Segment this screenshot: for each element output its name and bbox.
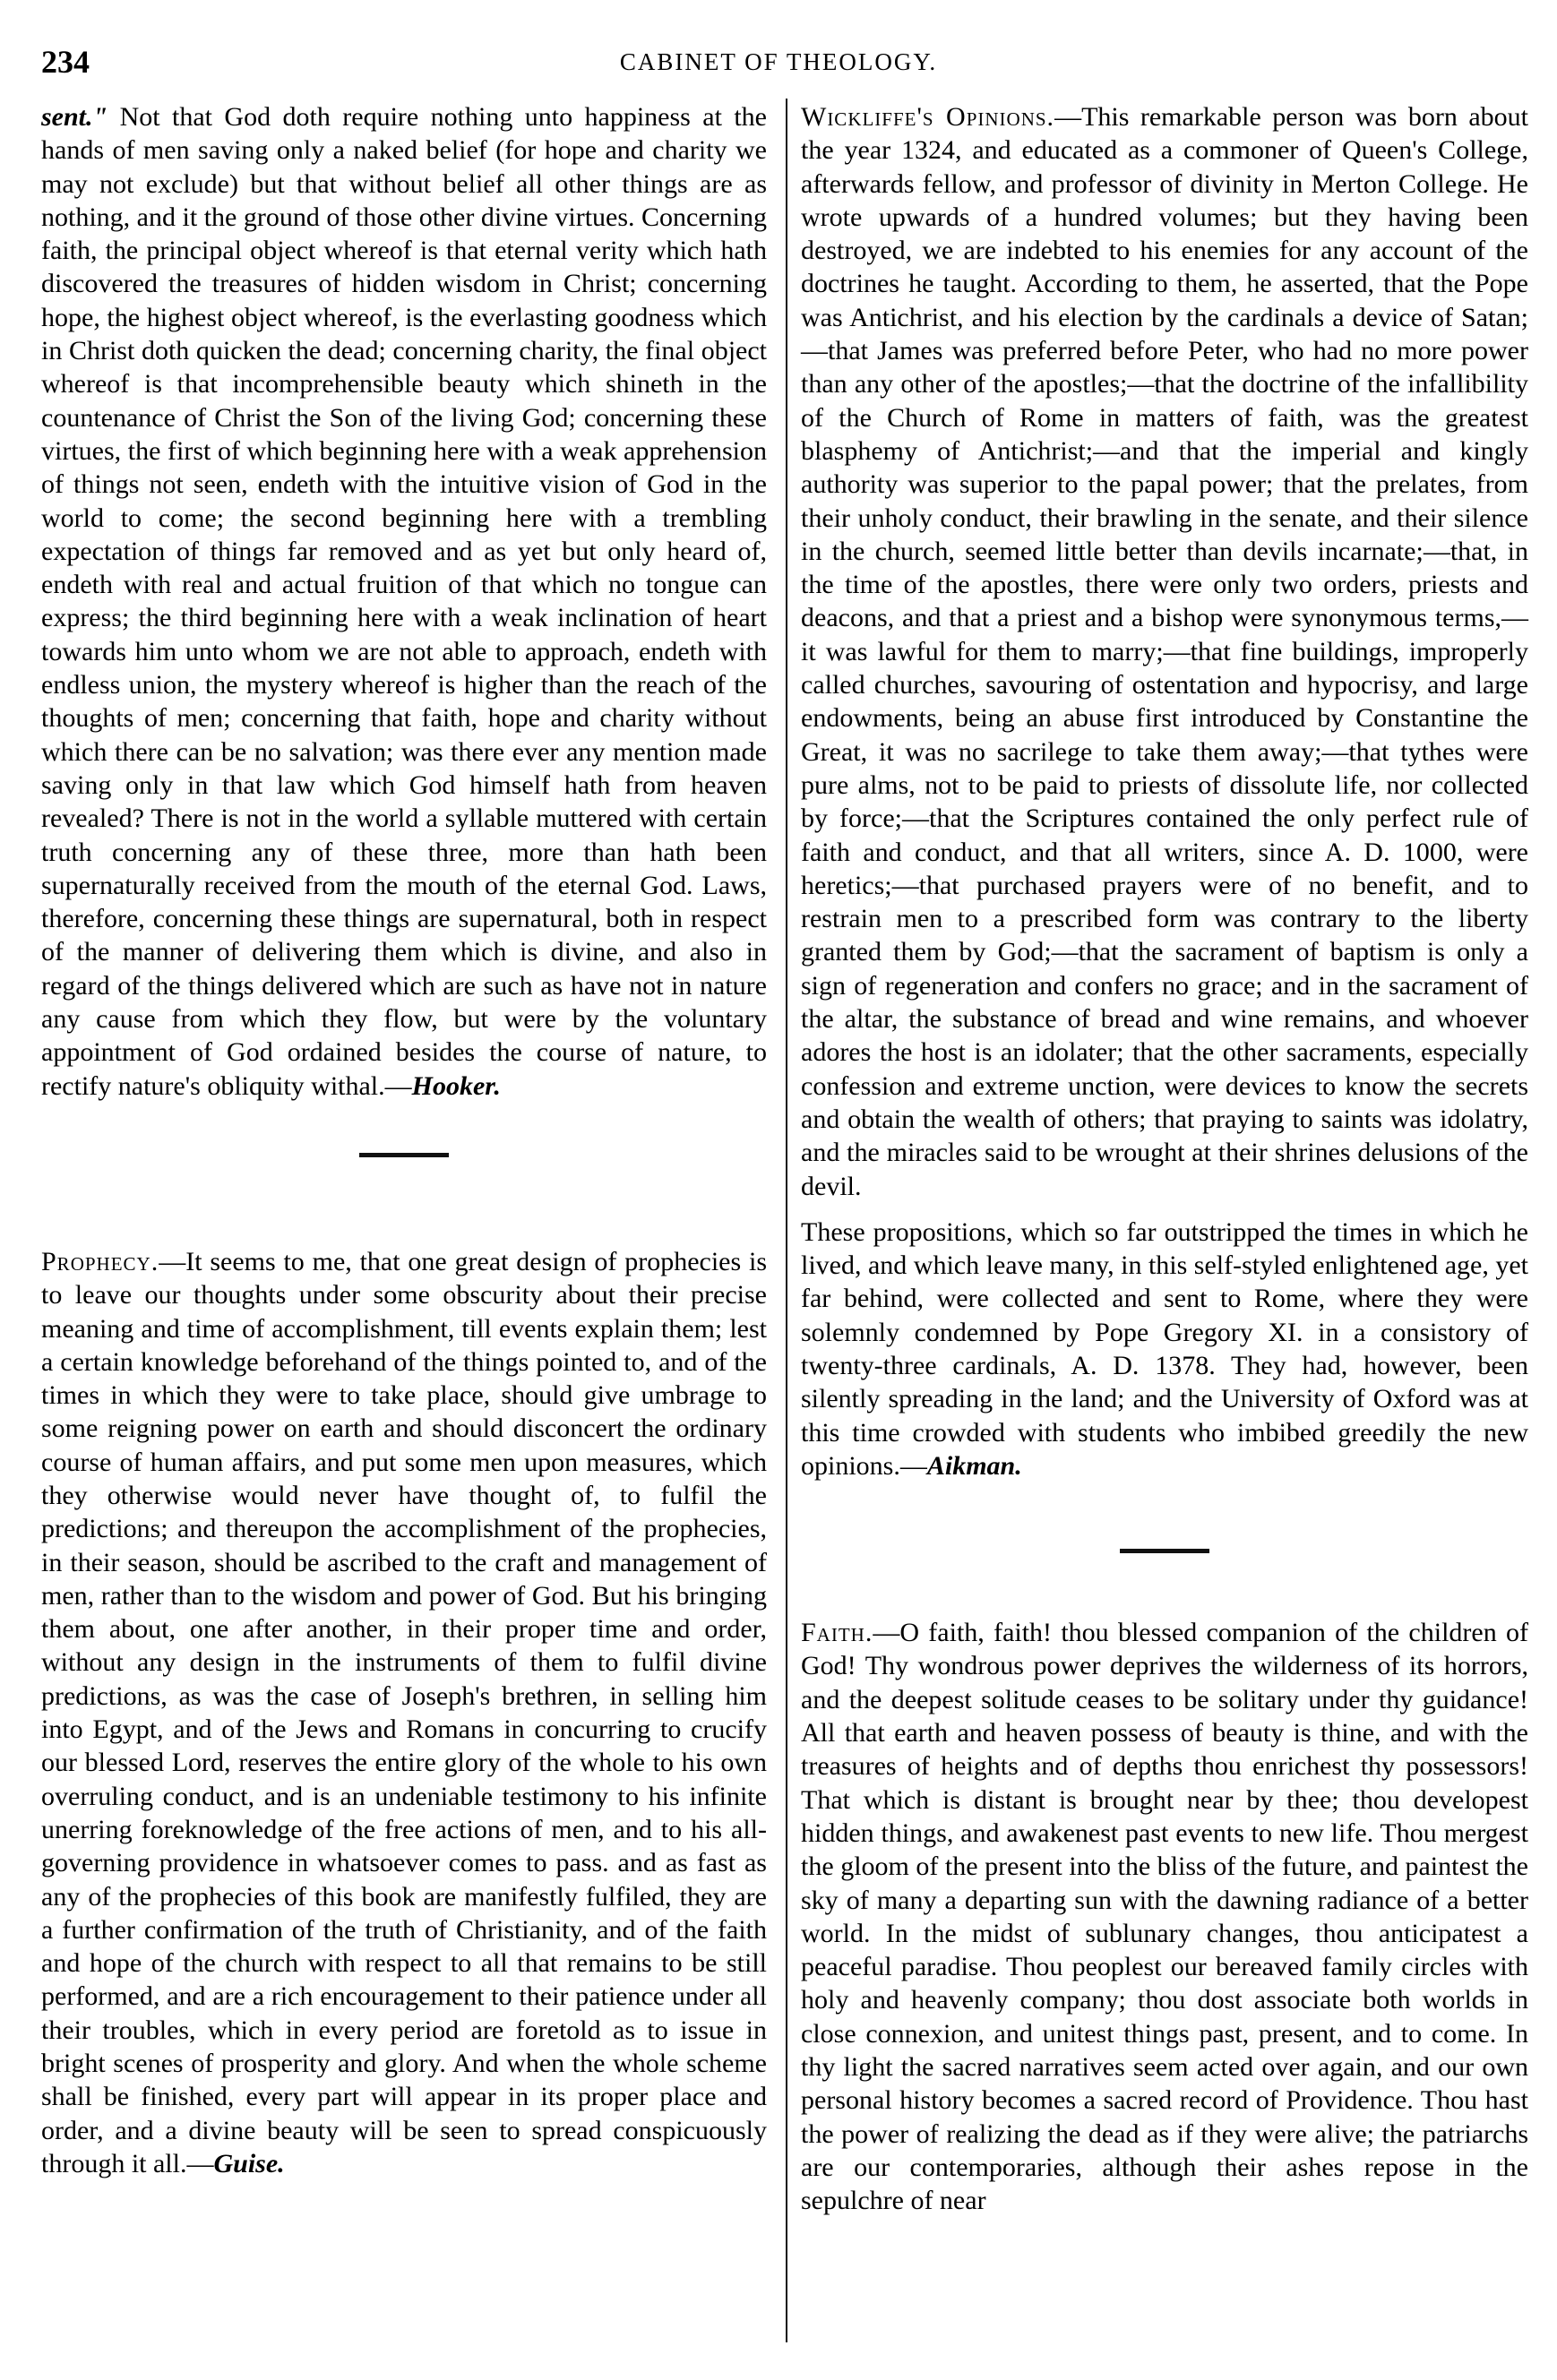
page-header (30, 43, 1527, 79)
running-title: CABINET OF THEOLOGY. (619, 48, 938, 75)
left-column (41, 100, 767, 2180)
page-number: 234 (41, 44, 90, 80)
article-lead: Prophecy. (41, 1246, 159, 1276)
column-divider (786, 99, 787, 2342)
article-author: Hooker. (411, 1070, 501, 1101)
article-body: —It seems to me, that one great design of prophecies is to leave our thoughts under some obscurity about their precise meaning and time of accomplishment, till events explain them; lest a certain knowledge beforehand of the things pointed to, and of the times in which they were to take place, should give umbrage to some reigning power on earth and should disconcert the ordinary course of human affairs, and put some men upon measures, which they otherwise would never have thought of, to fulfil the predictions; and thereupon the accomplishment of the prophecies, in their season, should be ascribed to the craft and management of men, rather than to the wisdom and power of God. But his bringing them about, one after another, in their proper time and order, without any design in the instruments of them to fulfil divine predictions, as was the case of Joseph's brethren, in selling him into Egypt, and of the Jews and Romans in concurring to crucify our blessed Lord, reserves the entire glory of the whole to his own overruling conduct, and is an undeniable testimony to his infinite unerring foreknowledge of the free actions of men, and to his all-governing providence in whatsoever comes to pass. and as fast as any of the prophecies of this book are manifestly fulfiled, they are a further confirmation of the truth of Christianity, and of the faith and hope of the church with respect to all that remains to be still performed, and are a rich encouragement to their patience under all their troubles, which in every period are foretold as to issue in bright scenes of prosperity and glory. And when the whole scheme shall be finished, every part will appear in its proper place and order, and a divine beauty will be seen to spread conspicuously through it all.— (41, 1246, 767, 2178)
article-author: Aikman. (926, 1450, 1022, 1481)
article-lead: sent." (41, 102, 108, 132)
paragraph-gap (801, 1203, 1528, 1216)
right-column (801, 100, 1528, 2218)
section-separator (359, 1153, 449, 1157)
article-body: —This remarkable person was born about the year 1324, and educated as a commoner of Queen's College, afterwards fellow, and professor of divinity in Merton College. He wrote upwards of a hundred volumes; but they having been destroyed, we are indebted to his enemies for any account of the doctrines he taught. According to them, he asserted, that the Pope was Antichrist, and his election by the cardinals a device of Satan;—that James was preferred before Peter, who had no more power than any other of the apostles;—that the doctrine of the infallibility of the Church of Rome in matters of faith, was the greatest blasphemy of Antichrist;—and that the imperial and kingly authority was superior to the papal power; that the prelates, from their unholy conduct, their brawling in the senate, and their silence in the church, seemed little better than devils incarnate;—that, in the time of the apostles, there were only two orders, priests and deacons, and that a priest and a bishop were synonymous terms,—it was lawful for them to marry;—that fine buildings, improperly called churches, savouring of ostentation and hypocrisy, and large endowments, being an abuse first introduced by Constantine the Great, it was no sacrilege to take them away;—that tythes were pure alms, not to be paid to priests of dissolute life, nor collected by force;—that the Scriptures contained the only perfect rule of faith and conduct, and that all writers, since A. D. 1000, were heretics;—that purchased prayers were of no benefit, and to restrain men to a prescribed form was contrary to the liberty granted them by God;—that the sacrament of baptism is only a sign of regeneration and confers no grace; and in the sacrament of the altar, the substance of bread and wine remains, and whoever adores the host is an idolater; that the other sacraments, especially confession and extreme unction, were devices to know the secrets and obtain the wealth of others; that praying to saints was idolatry, and the miracles said to be wrought at their shrines delusions of the devil. (801, 102, 1528, 1201)
article-author: Guise. (213, 2148, 285, 2178)
article-hooker (41, 100, 767, 1103)
article-prophecy (41, 1245, 767, 2180)
section-separator (1120, 1549, 1209, 1553)
article-body: —O faith, faith! thou blessed companion of the children of God! Thy wondrous power deprives the wilderness of its horrors, and the deepest solitude ceases to be solitary under thy guidance! All that earth and heaven possess of beauty is thine, and with the treasures of heights and of depths thou enrichest thy possessors! That which is distant is brought near by thee; thou developest hidden things, and awakenest past events to new life. Thou mergest the gloom of the present into the bliss of the future, and paintest the sky of many a departing sun with the dawning radiance of a better world. In the midst of sublunary changes, thou anticipatest a peaceful paradise. Thou peoplest our bereaved family circles with holy and heavenly company; thou dost associate both worlds in close connexion, and unitest things past, present, and to come. In thy light the sacred narratives seem acted over again, and our own personal history becomes a sacred record of Providence. Thou hast the power of realizing the dead as if they were alive; the patriarchs are our contemporaries, although their ashes repose in the sepulchre of near (801, 1618, 1528, 2216)
article-body: These propositions, which so far outstripped the times in which he lived, and which leave many, in this self-styled enlightened age, yet far behind, were collected and sent to Rome, where they were solemnly condemned by Pope Gregory XI. in a consistory of twenty-three cardinals, A. D. 1378. They had, however, been silently spreading in the land; and the University of Oxford was at this time crowded with students who imbibed greedily the new opinions.— (801, 1216, 1528, 1481)
article-faith (801, 1616, 1528, 2217)
article-body: Not that God doth require nothing unto happiness at the hands of men saving only a naked belief (for hope and charity we may not exclude) but that without belief all other things are as nothing, and it the ground of those other divine virtues. Concerning faith, the principal object whereof is that eternal verity which hath discovered the treasures of hidden wisdom in Christ; concerning hope, the highest object whereof, is the everlasting goodness which in Christ doth quicken the dead; concerning charity, the final object whereof is that incomprehensible beauty which shineth in the countenance of Christ the Son of the living God; concerning these virtues, the first of which beginning here with a weak apprehension of things not seen, endeth with the intuitive vision of God in the world to come; the second beginning here with a trembling expectation of things far removed and as yet but only heard of, endeth with real and actual fruition of that which no tongue can express; the third beginning here with a weak inclination of heart towards him unto whom we are not able to approach, endeth with endless union, the mystery whereof is higher than the reach of the thoughts of men; concerning that faith, hope and charity without which there can be no salvation; was there ever any mention made saving only in that law which God himself hath from heaven revealed? There is not in the world a syllable muttered with certain truth concerning any of these three, more than hath been supernaturally received from the mouth of the eternal God. Laws, therefore, concerning these things are supernatural, both in respect of the manner of delivering them which is divine, and also in regard of the things delivered which are such as have not in nature any cause from which they flow, but were by the voluntary appointment of God ordained besides the course of nature, to rectify nature's obliquity withal.— (41, 102, 767, 1101)
article-lead: Faith. (801, 1618, 873, 1648)
article-lead: Wickliffe's Opinions. (801, 102, 1055, 132)
article-wickliffe-continued (801, 1216, 1528, 1482)
article-wickliffe (801, 100, 1528, 1203)
